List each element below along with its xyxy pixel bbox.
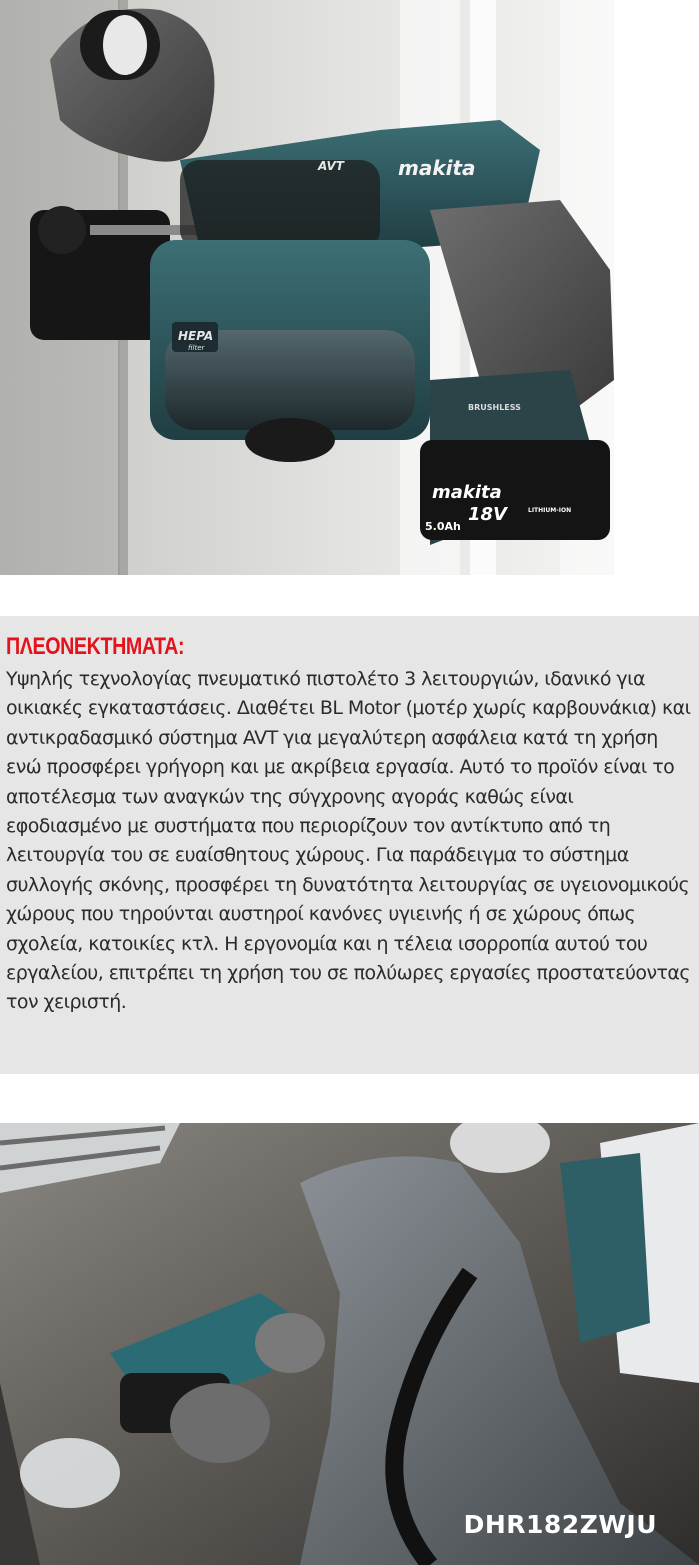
advantages-text: Υψηλής τεχνολογίας πνευματικό πιστολέτο 3 λειτουργιών, ιδανικό για οικιακές εγκαταστάσεις. Διαθέτει BL Motor (μοτέρ χωρίς καρβουνάκια) και αντικραδασμικό σύστημα AVT για μεγαλύτερη ασφάλεια κατά τη χρήση ενώ προσφέρει γρήγορη και με ακρίβεια εργασία. Αυτό το προϊόν είναι το αποτέλεσμα των αναγκών της σύγχρονης αγοράς καθώς είναι εφοδιασμένο με συστήματα που περιορίζουν τον αντίκτυπο από τη λειτουργία του σε ευαίσθητους χώρους. Για παράδειγμα το σύστημα συλλογής σκόνης, προσφέρει τη δυνατότητα λειτουργίας σε υγειονομικούς χώρους που τηρούνται αυστηροί κανόνες υγιεινής ή σε χώρους όπως σχολεία, κατοικίες κτλ. Η εργονομία και η τέλεια ισορροπία αυτού του εργαλείου, επιτρέπει τη χρήση του σε πολύωρες εργασίες προστατεύοντας τον χειριστή. xyxy=(6,668,691,1014)
usage-photo-illustration xyxy=(0,1123,699,1565)
brushless-label: BRUSHLESS xyxy=(468,403,521,412)
battery-type-label: LITHIUM-ION xyxy=(528,507,572,514)
battery-voltage-label: 18V xyxy=(468,504,507,525)
usage-photo xyxy=(0,1123,699,1565)
product-photo-illustration xyxy=(0,0,614,575)
battery-brand-logo: makita xyxy=(432,482,502,503)
avt-label: AVT xyxy=(318,159,344,173)
hepa-label: HEPA xyxy=(178,329,214,343)
advantages-heading: ΠΛΕΟΝΕΚΤΗΜΑΤΑ: xyxy=(6,633,185,660)
drill-brand-logo: makita xyxy=(398,156,476,180)
advantages-section xyxy=(0,616,699,1074)
battery-capacity-label: 5.0Ah xyxy=(425,520,461,533)
product-photo xyxy=(0,0,614,575)
filter-label: filter xyxy=(188,344,205,352)
model-code: DHR182ZWJU xyxy=(463,1510,657,1539)
